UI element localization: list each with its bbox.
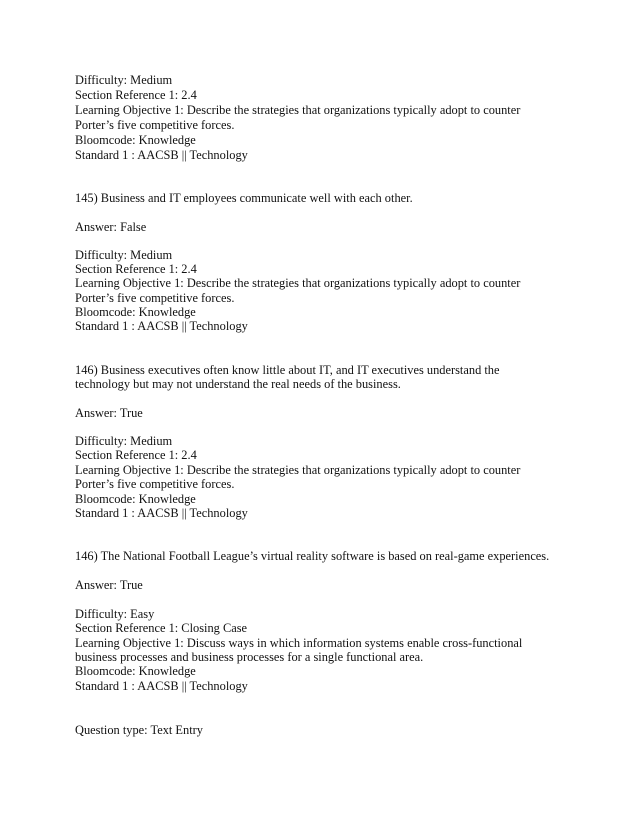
difficulty-text: Difficulty: Easy	[75, 607, 155, 621]
answer-text: Answer: True	[75, 406, 143, 420]
bloomcode-text: Bloomcode: Knowledge	[75, 664, 196, 678]
answer-text: Answer: True	[75, 578, 143, 592]
question-text: 146) The National Football League’s virtual reality software is based on real-game experiences.	[75, 549, 550, 563]
bloomcode-text: Bloomcode: Knowledge	[75, 133, 196, 147]
standard-text: Standard 1 : AACSB || Technology	[75, 319, 248, 333]
learning-objective-text: Learning Objective 1: Describe the strategies that organizations typically adopt to counter	[75, 103, 521, 117]
bloomcode-text: Bloomcode: Knowledge	[75, 492, 196, 506]
answer-text: Answer: False	[75, 220, 147, 234]
section-reference-text: Section Reference 1: Closing Case	[75, 621, 248, 635]
section-reference-text: Section Reference 1: 2.4	[75, 88, 197, 102]
difficulty-text: Difficulty: Medium	[75, 73, 173, 87]
difficulty-text: Difficulty: Medium	[75, 248, 173, 262]
question-text-cont: technology but may not understand the real needs of the business.	[75, 377, 401, 391]
learning-objective-text-cont: Porter’s five competitive forces.	[75, 291, 235, 305]
learning-objective-text-cont: Porter’s five competitive forces.	[75, 118, 235, 132]
learning-objective-text: Learning Objective 1: Describe the strategies that organizations typically adopt to counter	[75, 276, 521, 290]
standard-text: Standard 1 : AACSB || Technology	[75, 679, 248, 693]
question-text: 145) Business and IT employees communicate well with each other.	[75, 191, 413, 205]
learning-objective-text: Learning Objective 1: Describe the strategies that organizations typically adopt to counter	[75, 463, 521, 477]
question-text: 146) Business executives often know little about IT, and IT executives understand the	[75, 363, 500, 377]
bloomcode-text: Bloomcode: Knowledge	[75, 305, 196, 319]
difficulty-text: Difficulty: Medium	[75, 434, 173, 448]
learning-objective-text: Learning Objective 1: Discuss ways in which information systems enable cross-functional	[75, 636, 523, 650]
question-type-heading: Question type: Text Entry	[75, 723, 203, 737]
standard-text: Standard 1 : AACSB || Technology	[75, 148, 248, 162]
section-reference-text: Section Reference 1: 2.4	[75, 262, 197, 276]
section-reference-text: Section Reference 1: 2.4	[75, 448, 197, 462]
learning-objective-text-cont: business processes and business processes for a single functional area.	[75, 650, 424, 664]
learning-objective-text-cont: Porter’s five competitive forces.	[75, 477, 235, 491]
standard-text: Standard 1 : AACSB || Technology	[75, 506, 248, 520]
